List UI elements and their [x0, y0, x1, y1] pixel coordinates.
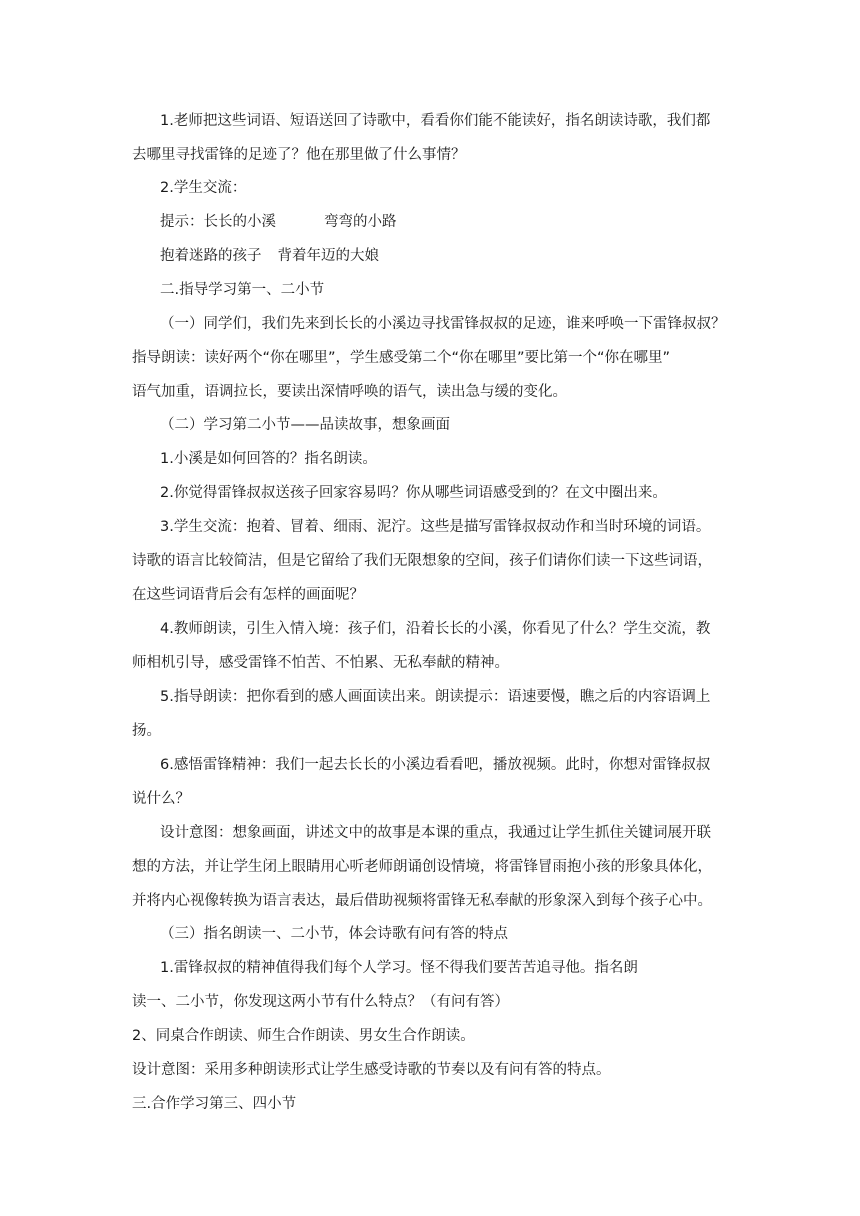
paragraph-5-line-1: （一）同学们，我们先来到长长的小溪边寻找雷锋叔叔的足迹，谁来呼唤一下雷锋叔叔？ — [160, 316, 726, 332]
paragraph-15: 1.雷锋叔叔的精神值得我们每个人学习。怪不得我们要苦苦追寻他。指名朗 — [160, 960, 638, 976]
hint-stream: 提示：长长的小溪 — [160, 214, 276, 230]
paragraph-9-line-2: 诗歌的语言比较简洁，但是它留给了我们无限想象的空间，孩子们请你们读一下这些词语， — [132, 553, 712, 569]
paragraph-9-line-1: 3.学生交流：抱着、冒着、细雨、泥泞。这些是描写雷锋叔叔动作和当时环境的词语。 — [160, 519, 711, 535]
paragraph-1 — [132, 104, 732, 172]
hint-line-2 — [160, 246, 379, 266]
paragraph-10-line-1: 4.教师朗读，引生入情入境：孩子们，沿着长长的小溪，你看见了什么？学生交流，教 — [160, 621, 711, 637]
paragraph-11-line-1: 5.指导朗读：把你看到的感人画面读出来。朗读提示：语速要慢，瞧之后的内容语调上 — [160, 689, 711, 705]
paragraph-9-line-3: 在这些词语背后会有怎样的画面呢？ — [132, 587, 364, 603]
hint-old-lady: 背着年迈的大娘 — [277, 248, 379, 264]
design-intent-2: 设计意图：采用多种朗读形式让学生感受诗歌的节奏以及有问有答的特点。 — [132, 1062, 611, 1078]
paragraph-1-line-2: 去哪里寻找雷锋的足迹了？他在那里做了什么事情？ — [132, 147, 466, 163]
paragraph-17: 2、同桌合作朗读、师生合作朗读、男女生合作朗读。 — [132, 1028, 475, 1044]
design-intent-1-line-3: 并将内心视像转换为语言表达，最后借助视频将雷锋无私奉献的形象深入到每个孩子心中。 — [132, 893, 712, 909]
hint-line-1 — [160, 212, 397, 232]
paragraph-7: 1.小溪是如何回答的？指名朗读。 — [160, 451, 377, 467]
paragraph-5-line-2: 指导朗读：读好两个“你在哪里”，学生感受第二个“你在哪里”要比第一个“你在哪里” — [132, 350, 671, 366]
paragraph-11 — [132, 680, 732, 748]
design-intent-1 — [132, 816, 732, 918]
section-heading-3: 三.合作学习第三、四小节 — [132, 1096, 297, 1112]
paragraph-5-line-3: 语气加重，语调拉长，要读出深情呼唤的语气，读出急与缓的变化。 — [132, 384, 567, 400]
paragraph-1-line-1: 1.老师把这些词语、短语送回了诗歌中，看看你们能不能读好，指名朗读诗歌，我们都 — [160, 113, 711, 129]
hint-child: 抱着迷路的孩子 — [160, 248, 262, 264]
section-heading-2: 二.指导学习第一、二小节 — [160, 282, 325, 298]
paragraph-10 — [132, 612, 732, 680]
paragraph-2: 2.学生交流： — [160, 180, 247, 196]
design-intent-1-line-1: 设计意图：想象画面，讲述文中的故事是本课的重点，我通过让学生抓住关键词展开联 — [160, 825, 711, 841]
subsection-heading-3: （三）指名朗读一、二小节，体会诗歌有问有答的特点 — [160, 926, 508, 942]
paragraph-5 — [132, 307, 732, 409]
paragraph-12-line-1: 6.感悟雷锋精神：我们一起去长长的小溪边看看吧，播放视频。此时，你想对雷锋叔叔 — [160, 757, 711, 773]
subsection-heading-2: （二）学习第二小节——品读故事，想象画面 — [160, 417, 450, 433]
paragraph-12-line-2: 说什么？ — [132, 791, 190, 807]
design-intent-1-line-2: 想的方法，并让学生闭上眼睛用心听老师朗诵创设情境，将雷锋冒雨抱小孩的形象具体化， — [132, 859, 712, 875]
paragraph-11-line-2: 扬。 — [132, 723, 161, 739]
paragraph-10-line-2: 师相机引导，感受雷锋不怕苦、不怕累、无私奉献的精神。 — [132, 655, 509, 671]
paragraph-12 — [132, 748, 732, 816]
paragraph-8: 2.你觉得雷锋叔叔送孩子回家容易吗？你从哪些词语感受到的？在文中圈出来。 — [160, 485, 667, 501]
hint-path: 弯弯的小路 — [324, 214, 397, 230]
paragraph-16: 读一、二小节，你发现这两小节有什么特点？（有问有答） — [132, 994, 509, 1010]
paragraph-9 — [132, 510, 732, 612]
